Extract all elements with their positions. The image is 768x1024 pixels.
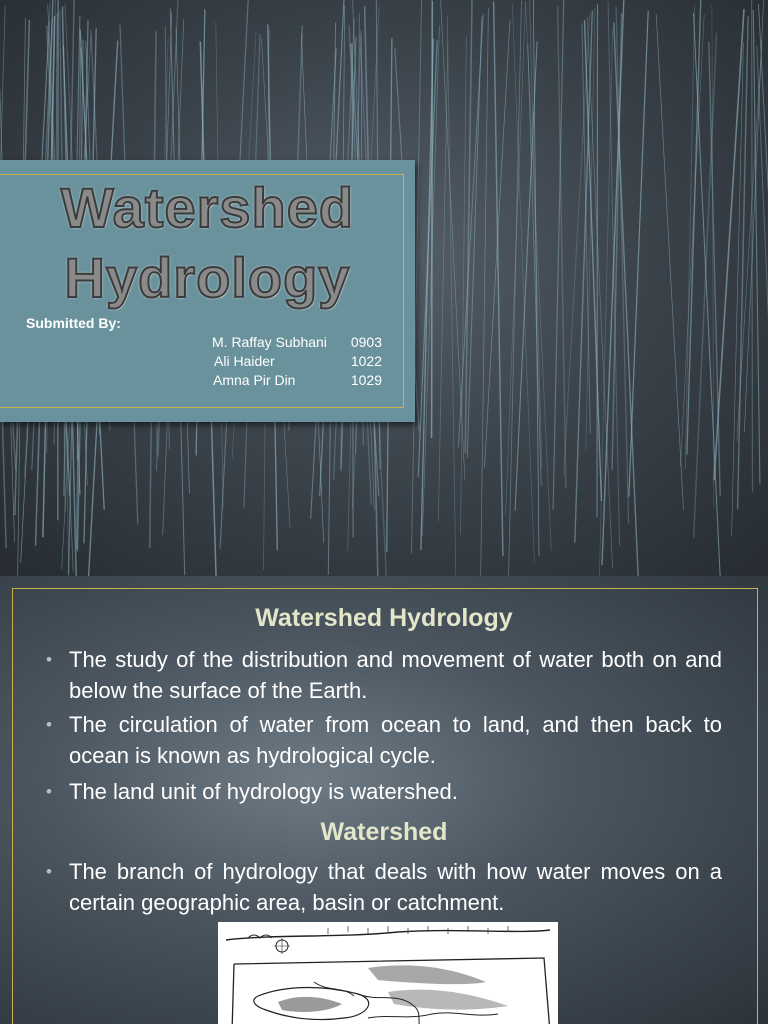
bullet-item bbox=[46, 644, 722, 706]
rain-streak bbox=[629, 11, 648, 497]
content-slide bbox=[0, 576, 768, 1024]
bullet-dot-icon: • bbox=[46, 650, 52, 669]
member-id: 1029 bbox=[350, 372, 382, 388]
bullet-item bbox=[46, 709, 722, 771]
title-line-1: Watershed bbox=[60, 176, 355, 239]
rain-streak bbox=[418, 40, 437, 476]
rain-streak bbox=[597, 4, 598, 517]
bullet-text: The land unit of hydrology is watershed. bbox=[69, 779, 458, 804]
rain-streak bbox=[461, 36, 467, 535]
member-id: 0903 bbox=[350, 334, 382, 350]
title-line-2: Hydrology bbox=[64, 246, 351, 309]
rain-streak bbox=[753, 10, 760, 484]
rain-streak bbox=[438, 42, 448, 521]
member-row bbox=[212, 334, 382, 354]
bullet-text: The study of the distribution and movement of water both on and below the surface of the Earth. bbox=[69, 647, 722, 703]
member-row bbox=[214, 353, 382, 373]
rain-streak bbox=[599, 30, 612, 576]
member-name: M. Raffay Subhani bbox=[212, 334, 327, 350]
rain-streak bbox=[709, 42, 720, 496]
member-row bbox=[213, 372, 382, 392]
rain-streak bbox=[508, 0, 521, 576]
rain-streak bbox=[694, 13, 721, 576]
rain-streak bbox=[512, 4, 534, 563]
rain-streak bbox=[656, 14, 683, 510]
rain-streak bbox=[515, 41, 537, 510]
bullet-text: The circulation of water from ocean to land, and then back to ocean is known as hydrological cycle. bbox=[69, 712, 722, 768]
rain-streak bbox=[687, 0, 701, 455]
rain-streak bbox=[481, 8, 489, 576]
bullet-item bbox=[46, 856, 722, 918]
bullet-text: The branch of hydrology that deals with how water moves on a certain geographic area, basin or catchment. bbox=[69, 859, 722, 915]
rain-streak bbox=[564, 14, 590, 476]
content-subheading: Watershed bbox=[320, 818, 448, 846]
member-name: Ali Haider bbox=[214, 353, 275, 369]
bullet-dot-icon: • bbox=[46, 715, 52, 734]
member-name: Amna Pir Din bbox=[213, 372, 296, 388]
watershed-sketch bbox=[218, 922, 558, 1024]
member-id: 1022 bbox=[350, 353, 382, 369]
rain-streak bbox=[467, 17, 482, 458]
rain-streak bbox=[587, 17, 613, 568]
bullet-dot-icon: • bbox=[46, 782, 52, 801]
bullet-item bbox=[46, 776, 722, 807]
submitted-by-label: Submitted By: bbox=[26, 315, 121, 331]
content-heading: Watershed Hydrology bbox=[255, 604, 513, 632]
bullet-dot-icon: • bbox=[46, 862, 52, 881]
title-box bbox=[0, 160, 415, 422]
watershed-diagram-image bbox=[218, 922, 558, 1024]
rain-streak bbox=[614, 23, 639, 576]
rain-streak bbox=[422, 25, 439, 536]
rain-streak bbox=[447, 16, 456, 576]
rain-streak bbox=[602, 0, 624, 565]
